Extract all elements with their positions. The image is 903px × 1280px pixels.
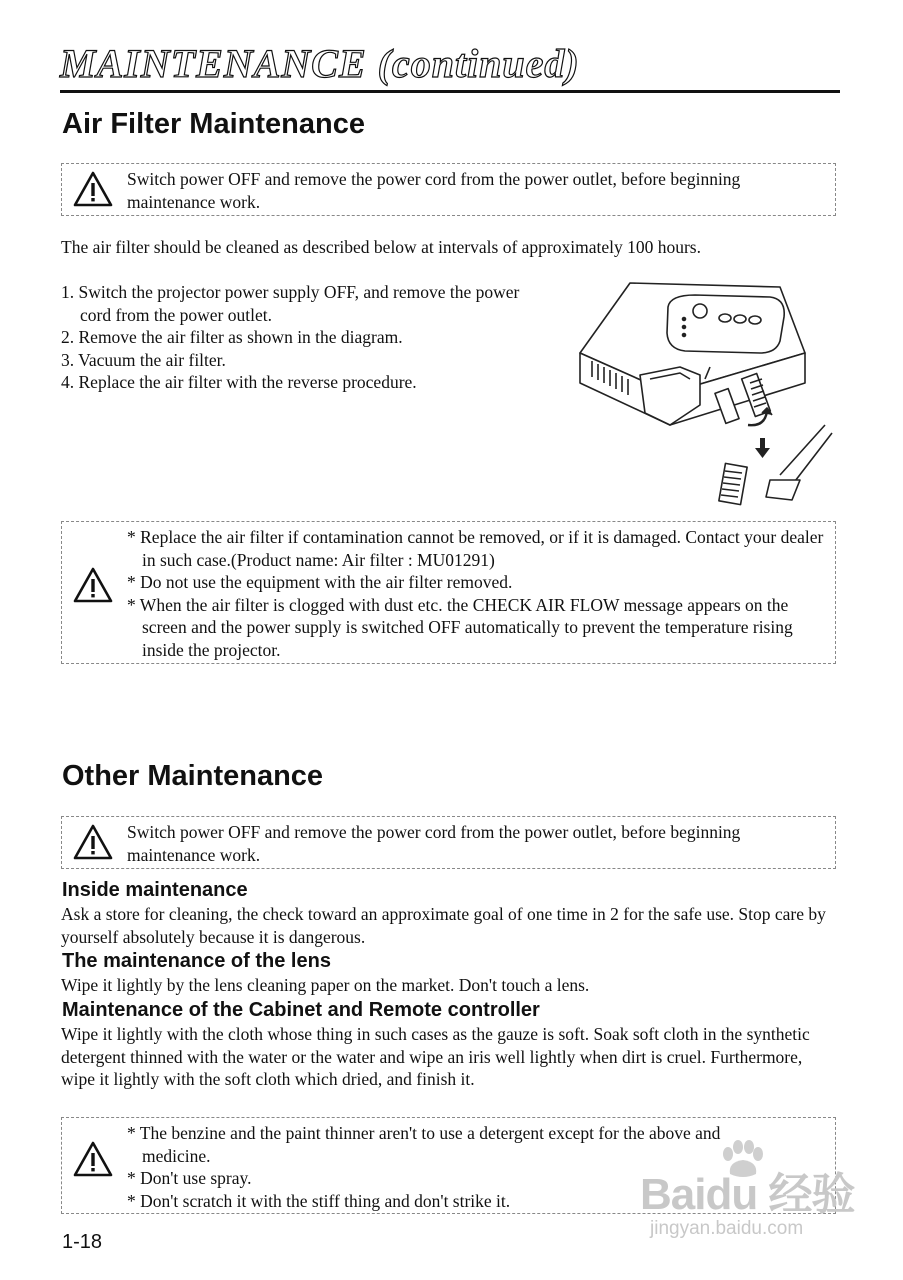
page-header-title: MAINTENANCE (continued) — [60, 41, 580, 86]
warning-icon — [72, 1140, 114, 1178]
other-maintenance-title: Other Maintenance — [62, 760, 324, 792]
cabinet-maintenance-text: Wipe it lightly with the cloth whose thing in such cases as the gauze is soft. Soak soft cloth in the synthetic detergent thinned with the water or the water and wipe an iris well lightly when dirt is cruel. Furthermore, wipe it lightly with the soft cloth which dried, and finish it. — [61, 1024, 810, 1089]
note-item: * Replace the air filter if contamination cannot be removed, or if it is damaged. Contact your dealer in such case.(Product name: Air filter : MU01291) — [127, 527, 824, 570]
note-item: * When the air filter is clogged with dust etc. the CHECK AIR FLOW message appears on the screen and the power supply is switched OFF automatically to prevent the temperature rising inside the projector. — [127, 594, 793, 660]
air-filter-steps — [61, 281, 541, 394]
watermark-brand: Baidu 经验 — [640, 1170, 855, 1219]
note-item: * Don't use spray. — [127, 1168, 252, 1188]
warning-icon — [72, 823, 114, 861]
step-4: 4. Replace the air filter with the reverse procedure. — [61, 372, 417, 392]
air-filter-notes-box — [61, 521, 836, 664]
air-filter-warning-box — [61, 163, 836, 216]
projector-filter-diagram — [570, 275, 845, 515]
note-item: * Don't scratch it with the stiff thing and don't strike it. — [127, 1190, 511, 1211]
step-1: 1. Switch the projector power supply OFF, and remove the power cord from the power outlet. — [61, 282, 520, 325]
note-item: * The benzine and the paint thinner aren't to use a detergent except for the above and medicine. — [127, 1123, 721, 1166]
watermark-url: jingyan.baidu.com — [650, 1218, 804, 1239]
warning-icon — [72, 566, 114, 604]
note-item: * Do not use the equipment with the air filter removed. — [127, 572, 513, 592]
air-filter-title: Air Filter Maintenance — [62, 108, 365, 140]
header-rule — [60, 90, 840, 93]
step-2: 2. Remove the air filter as shown in the diagram. — [61, 327, 403, 347]
page-number: 1-18 — [62, 1231, 103, 1253]
air-filter-notes-list — [127, 526, 835, 661]
baidu-watermark — [640, 1140, 870, 1245]
inside-maintenance-text: Ask a store for cleaning, the check toward an approximate goal of one time in 2 for the safe use. Stop care by yourself absolutely because it is dangerous. — [61, 904, 826, 947]
air-filter-intro: The air filter should be cleaned as described below at intervals of approximately 100 hours. — [61, 237, 701, 257]
cabinet-maintenance-heading: Maintenance of the Cabinet and Remote controller — [62, 999, 540, 1021]
lens-maintenance-heading: The maintenance of the lens — [62, 950, 331, 972]
inside-maintenance-heading: Inside maintenance — [62, 879, 248, 901]
air-filter-warning-text: Switch power OFF and remove the power cord from the power outlet, before beginning maintenance work. — [127, 169, 741, 212]
warning-icon — [72, 170, 114, 208]
other-warning-text: Switch power OFF and remove the power cord from the power outlet, before beginning maintenance work. — [127, 822, 741, 865]
step-3: 3. Vacuum the air filter. — [61, 349, 226, 370]
other-warning-box — [61, 816, 836, 869]
lens-maintenance-text: Wipe it lightly by the lens cleaning paper on the market. Don't touch a lens. — [61, 975, 590, 995]
